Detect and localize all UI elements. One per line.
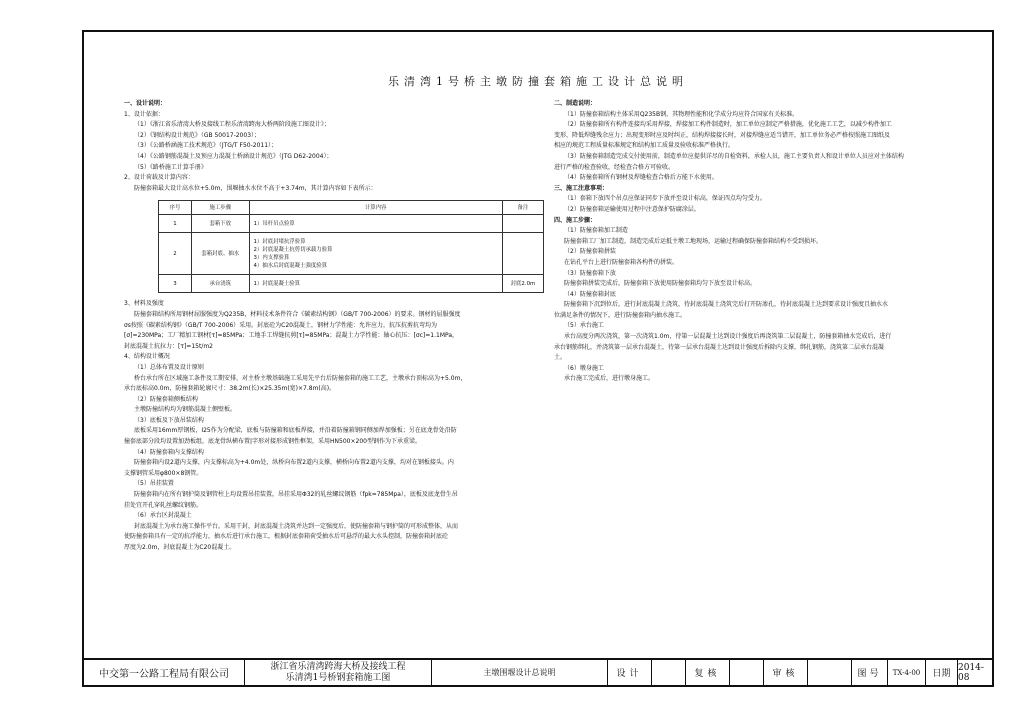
table-header-cell: 备注 <box>502 201 543 215</box>
table-header-cell: 序号 <box>159 201 192 215</box>
row-calc <box>249 275 502 293</box>
right-line: （3）防撞套箱制造完成交付使用前，制造单位应提供详尽的自检资料，承检人员，施工主要负责人和设计单位人员应对主体结构 <box>564 152 904 160</box>
calc-item: 1）吊杆吊点验算 <box>253 220 295 227</box>
left2-line: 底板采用16mm厚钢板，I25作为分配梁，底板与防撞箱和底板焊接，并沿着防撞箱钢同侧加焊加强板；另在底龙骨处沿防 <box>134 427 457 435</box>
left-text-a <box>124 99 544 194</box>
left2-line: 主墩防撞结构均为钢筋混凝土侧壁板。 <box>134 406 237 414</box>
right-line: 防撞套箱拼装完成后，防撞套箱下放使用防撞套箱均匀下放至设计标高。 <box>564 280 757 288</box>
row-step: 套箱下放 <box>191 215 249 233</box>
table-header-cell: 计算内容 <box>249 201 502 215</box>
date-value: 2014-08 <box>958 662 984 683</box>
row-step: 承台浇筑 <box>191 275 249 293</box>
left-line: （4）《公路钢筋混凝土及预应力混凝土桥涵设计规范》（JTG D62-2004）； <box>134 152 333 160</box>
right-line: 承台高度分两次浇筑，第一次浇筑1.0m，待第一层混凝土达到设计强度后再浇筑第二层混凝土，防撞套箱抽水完成后，进行 <box>564 333 892 341</box>
left-line: 2、设计荷载及计算内容： <box>124 174 194 182</box>
company-name: 中交第一公路工程局有限公司 <box>84 660 245 685</box>
left2-line: 使防撞套箱具有一定的抗浮能力，抽水后进行承台施工，根据封底套箱荷受抽水后可悬浮的最大水头控制，防撞套箱封底砼 <box>124 533 449 541</box>
left2-line: （5）吊挂装置 <box>134 480 174 488</box>
right-line: 变形，降低焊缝残余应力；出现变形时应及时纠正，结构焊接接长时，对接焊缝应适当错开，加工单位务必严格按照施工图纸及 <box>554 131 891 139</box>
right-line: 土。 <box>554 354 567 362</box>
left2-line: 挂处宜开孔穿轧丝螺纹钢筋。 <box>124 501 203 509</box>
audit-signature <box>808 660 852 685</box>
left-text-b <box>124 299 544 553</box>
left2-line: （3）底板及下放吊装结构 <box>134 416 204 424</box>
drawing-frame <box>82 30 994 687</box>
left-line: 一、设计说明： <box>124 100 167 107</box>
left2-line: 防撞套箱内在所有钢护筒及钢管柱上均设置吊挂装置，吊挂采用Φ32的轧丝螺纹钢筋（fpk=785Mpa），底板及底龙骨生吊 <box>134 491 458 499</box>
left-line: 1、设计依据： <box>124 110 164 118</box>
project-name <box>245 660 432 685</box>
right-column <box>554 99 979 385</box>
left-column <box>124 99 544 554</box>
left2-line: （4）防撞套箱内支撑结构 <box>134 448 204 456</box>
right-line: 在钻孔平台上进行防撞套箱各构件的拼装。 <box>564 258 679 266</box>
left2-line: （6）承台区封混凝土 <box>134 512 192 520</box>
right-line: （1）防撞套箱加工制造 <box>564 227 628 235</box>
drawing-name: 主墩围堰设计总说明 <box>432 660 608 685</box>
row-no: 2 <box>159 233 192 275</box>
right-text <box>554 99 979 385</box>
right-line: （3）防撞套箱下放 <box>564 269 616 277</box>
right-line: 三、施工注意事项： <box>554 184 609 192</box>
left2-line: 封底混凝土为承台施工操作平台，采用干封，封底混凝土浇筑并达到一定强度后，使防撞套箱与钢护筒的可形成整体，从而 <box>134 522 459 530</box>
title-block <box>84 658 992 685</box>
right-line: 防撞套箱下沉到位后，进行封底混凝土浇筑，待封底混凝土浇筑完后打开防渗孔，待封底混凝土达到要求设计强度且抽水水 <box>564 301 889 309</box>
right-line: （2）防撞套箱运输使用过程中注意保护防腐涂层。 <box>564 205 700 213</box>
right-line: （1）套箱下放四个吊点应保证同步下放并至设计标高，保证四点均匀受力。 <box>564 195 766 203</box>
calc-item: 1）封底混凝土验算 <box>253 280 301 287</box>
right-line: 进行严格的检查验收，经检查合格方可验收。 <box>554 163 675 171</box>
row-note: 封底2.0m <box>502 275 543 293</box>
left-line: （2）《钢结构设计规范》（GB 50017-2003）； <box>134 131 261 139</box>
table-row <box>159 215 544 233</box>
right-line: （2）防撞套箱拼装 <box>564 248 616 256</box>
calc-table <box>158 200 544 293</box>
left2-line: 防撞套箱结构所用钢材屈服强度为Q235B，材料技术条件符合《碳素结构钢》（GB/T 700-2006）的要求。钢材的屈服强度 <box>134 310 461 318</box>
right-line: 防撞套箱工厂加工制造，制造完成后运抵主墩工地现场，运输过程确保防撞套箱结构不受到损坏。 <box>564 237 823 245</box>
row-note <box>502 233 543 275</box>
table-row <box>159 275 544 293</box>
calc-item: 2）封底混凝土抗剪切承载力验算 <box>253 246 333 253</box>
right-line: 四、施工步骤： <box>554 216 597 224</box>
left2-line: 支撑钢管采用φ800×8钢管。 <box>124 469 203 477</box>
right-line: 承台钢筋绑扎，并浇筑第一层承台混凝土，待第一层承台混凝土达到设计强度后拆除内支撑，绑扎钢筋，浇筑第二层承台混凝 <box>554 343 885 351</box>
calc-item: 3）内支撑验算 <box>253 254 290 261</box>
left2-line: （2）防撞套箱侧板结构 <box>134 395 198 403</box>
row-note <box>502 215 543 233</box>
project-line-2: 乐清湾1号桥钢套箱施工图 <box>285 672 391 683</box>
table-header-cell: 施工步骤 <box>191 201 249 215</box>
right-line: 承台施工完成后，进行墩身施工。 <box>564 375 655 383</box>
calc-item: 4）抽水后封底混凝土强度验算 <box>253 262 328 269</box>
left2-line: 撞套底部分段均设置加劲板组，底龙骨纵横布置|字形对接形成钢性框架，采用HN500×200型钢作为下承重梁。 <box>124 438 421 446</box>
left2-line: 4、结构设计概况 <box>124 353 170 361</box>
left2-line: σs按照《碳素结构钢》（GB/T 700-2006）采用。封底砼为C20混凝土，钢材力学性能：允许应力，抗压抗剪抗弯均为 <box>124 321 438 329</box>
left-line: （5）《路桥施工计算手册》 <box>134 163 207 171</box>
review-label: 复核 <box>686 660 730 685</box>
row-step: 套箱封底、抽水 <box>191 233 249 275</box>
page-title: 乐清湾1号桥主墩防撞套箱施工设计总说明 <box>388 75 688 88</box>
left-line: （3）《公路桥涵施工技术规范》（JTG/T F50-2011）； <box>134 142 278 150</box>
right-line: （2）防撞套箱所有构件连接均采用焊接，焊接加工构件制造时，加工单位应制定严格措施，优化施工工艺，以减少构件加工 <box>564 121 892 129</box>
table-row <box>159 233 544 275</box>
right-line: （5）承台施工 <box>564 322 604 330</box>
left2-line: 桥台承台所在区域施工条件及工期安排，对主桥主墩基础施工采用先平台后防撞套箱的施工工艺，主墩承台顶标高为+5.0m， <box>134 374 467 382</box>
left2-line: （1）总体布置及设计原则 <box>134 363 204 371</box>
left2-line: 3、材料及强度 <box>124 300 164 308</box>
left2-line: 封底混凝土抗拉力：[τ]=15t/m2 <box>124 342 213 350</box>
row-calc <box>249 233 502 275</box>
right-line: （6）墩身施工 <box>564 364 604 372</box>
right-line: （4）防撞套箱封底 <box>564 290 616 298</box>
project-line-1: 浙江省乐清湾跨海大桥及接线工程 <box>270 661 406 672</box>
design-signature <box>652 660 686 685</box>
right-line: 位满足条件的情况下，进行防撞套箱内抽水施工。 <box>554 311 687 319</box>
left2-line: 承台底标高0.0m，防撞套箱轮廓尺寸：38.2m(长)×25.35m(宽)×7.8m(高)。 <box>124 385 336 393</box>
left2-line: 防撞套箱内设2道内支撑，内支撑标高为+4.0m处，纵桥向布置2道内支撑，横桥向布置2道内支撑，均对在钢板接头。内 <box>134 459 454 467</box>
review-signature <box>730 660 764 685</box>
audit-label: 审核 <box>764 660 808 685</box>
left2-line: [σ]=230MPa；工厂精加工钢材[τ]=85MPa；工地手工焊缝抗剪[τ]=85MPa；混凝土力学性能：轴心抗压：[σc]=1.1MPa， <box>124 332 459 340</box>
left2-line: 厚度为2.0m，封底混凝土为C20混凝土。 <box>124 544 236 551</box>
row-calc <box>249 215 502 233</box>
right-line: 相应的规范工程质量标准规定和结构加工质量及验收标准严格执行。 <box>554 142 735 150</box>
row-no: 1 <box>159 215 192 233</box>
date-label: 日期 <box>926 660 958 685</box>
left-line: 防撞套箱最大设计高水位+5.0m，围堰抽水水位不高于+3.74m，其计算内容如下表所示： <box>134 184 377 192</box>
right-line: （1）防撞套箱结构主体采用Q235B钢，其物理性能和化学成分均应符合国家有关标准。 <box>564 110 799 118</box>
right-line: （4）防撞套箱所有钢材及焊缝检查合格后方能下水使用。 <box>564 174 718 182</box>
drawing-no: TX-4-00 <box>888 660 926 685</box>
drawing-no-label: 图号 <box>852 660 888 685</box>
left-line: （1）《浙江省乐清湾大桥及接线工程乐清湾跨海大桥两阶段施工图设计》； <box>134 121 330 129</box>
calc-item: 1）封底封堵抗浮验算 <box>253 238 306 245</box>
row-no: 3 <box>159 275 192 293</box>
design-label: 设计 <box>608 660 652 685</box>
right-line: 二、制造说明： <box>554 100 597 107</box>
